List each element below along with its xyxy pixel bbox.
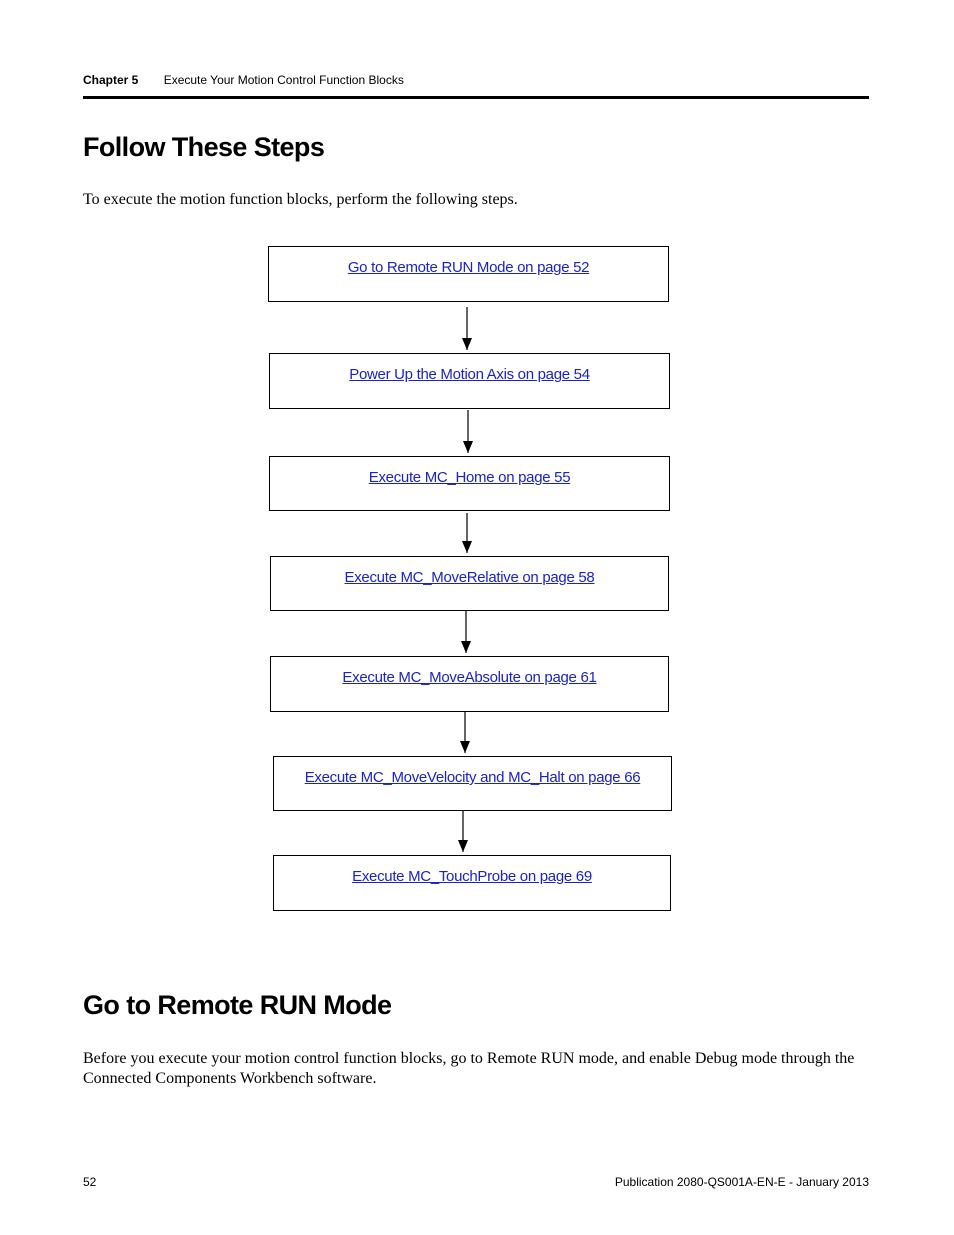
section-title-remote-run: Go to Remote RUN Mode xyxy=(83,990,392,1020)
link-remote-run-mode[interactable]: Go to Remote RUN Mode on page 52 xyxy=(347,259,590,276)
link-mc-move-relative[interactable]: Execute MC_MoveRelative on page 58 xyxy=(344,569,595,586)
flow-step-touch-probe xyxy=(273,855,671,911)
intro-paragraph: To execute the motion function blocks, perform the following steps. xyxy=(83,191,518,208)
header-rule xyxy=(83,96,869,99)
running-header xyxy=(83,73,404,87)
link-power-up-motion-axis[interactable]: Power Up the Motion Axis on page 54 xyxy=(349,366,590,383)
flow-arrowhead-1 xyxy=(462,338,472,350)
flow-step-move-relative xyxy=(270,556,669,611)
flow-step-home xyxy=(269,456,670,511)
chapter-label: Chapter 5 xyxy=(83,73,139,87)
link-mc-move-absolute[interactable]: Execute MC_MoveAbsolute on page 61 xyxy=(342,669,597,686)
link-mc-move-velocity-halt[interactable]: Execute MC_MoveVelocity and MC_Halt on page 66 xyxy=(304,769,641,786)
section-title-follow-steps: Follow These Steps xyxy=(83,132,325,162)
remote-run-paragraph: Before you execute your motion control function blocks, go to Remote RUN mode, and enable Debug mode through the Connected Components Workbench software. xyxy=(83,1050,855,1087)
flow-arrowhead-2 xyxy=(463,441,473,453)
flow-arrowhead-6 xyxy=(458,840,468,852)
flow-arrowhead-4 xyxy=(461,641,471,653)
publication-id: Publication 2080-QS001A-EN-E - January 2013 xyxy=(614,1175,869,1189)
link-mc-touch-probe[interactable]: Execute MC_TouchProbe on page 69 xyxy=(352,868,592,885)
flow-step-move-velocity xyxy=(273,756,672,811)
link-mc-home[interactable]: Execute MC_Home on page 55 xyxy=(368,469,571,486)
flow-arrowhead-5 xyxy=(460,741,470,753)
flow-step-move-absolute xyxy=(270,656,669,712)
flow-step-power-up xyxy=(269,353,670,409)
chapter-title: Execute Your Motion Control Function Blocks xyxy=(163,73,404,87)
flow-arrowhead-3 xyxy=(462,541,472,553)
flow-step-remote-run xyxy=(268,246,669,302)
page-number: 52 xyxy=(83,1175,97,1189)
